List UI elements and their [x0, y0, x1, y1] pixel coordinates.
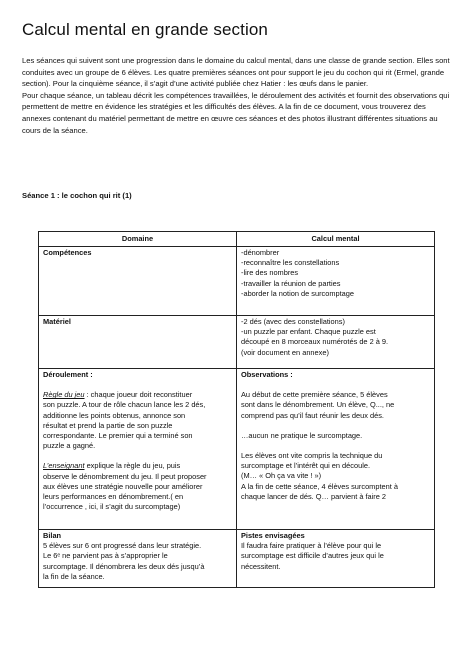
bilan-line: surcomptage. Il dénombrera les deux dés jusqu’à	[43, 561, 205, 571]
pistes-line: surcomptage est difficile d’autres jeux qui le	[241, 551, 384, 561]
observation-line: surcomptage et l’intérêt qui en découle.	[241, 461, 371, 471]
regle-line: correspondante. Le premier qui a terminé son	[43, 431, 193, 441]
pistes-line: nécessitent.	[241, 561, 281, 571]
deroulement-cell	[39, 369, 237, 530]
enseignant-line: observe le dénombrement du jeu. Il peut proposer	[43, 471, 207, 481]
competences-list	[237, 247, 435, 316]
table-row-competences	[39, 247, 435, 316]
table-row-materiel	[39, 316, 435, 369]
table-row-bilan	[39, 530, 435, 588]
table-row-deroulement	[39, 369, 435, 530]
observation-line: (M… « Oh ça va vite ! »)	[241, 471, 322, 481]
observations-label: Observations :	[241, 370, 293, 379]
observation-line: Les élèves ont vite compris la technique du	[241, 451, 383, 461]
header-domaine: Domaine	[39, 232, 237, 247]
competence-item: -aborder la notion de surcomptage	[241, 288, 354, 298]
materiel-line: -un puzzle par enfant. Chaque puzzle est	[241, 327, 376, 337]
bilan-cell	[39, 530, 237, 588]
competence-item: -lire des nombres	[241, 268, 299, 278]
regle-title: Règle du jeu	[43, 390, 85, 400]
observation-line: sont dans le dénombrement. Un élève, Q..., ne	[241, 400, 395, 410]
regle-line: son puzzle. A tour de rôle chacun lance les 2 dés,	[43, 400, 206, 410]
materiel-label-cell	[39, 316, 237, 369]
header-calcul-mental: Calcul mental	[237, 232, 435, 247]
seance-table	[38, 231, 435, 588]
regle-line: Règle du jeu : chaque joueur doit reconstituer	[43, 390, 193, 400]
bilan-line: la fin de la séance.	[43, 571, 105, 581]
observation-line: comprend pas qu’il faut réunir les deux dés.	[241, 410, 384, 420]
competence-item: -dénombrer	[241, 248, 280, 257]
enseignant-line: l’occurrence , ici, il s’agit du surcomptage)	[43, 502, 181, 512]
competence-item: -reconnaître les constellations	[241, 258, 340, 268]
bilan-label: Bilan	[43, 531, 62, 540]
intro-text	[22, 55, 454, 136]
enseignant-line: aux élèves une stratégie nouvelle pour améliorer	[43, 481, 203, 491]
materiel-label: Matériel	[43, 317, 71, 326]
regle-line: additionne les points obtenus, annonce son	[43, 410, 186, 420]
regle-line: puzzle a gagné.	[43, 441, 96, 451]
observation-line: chaque lancer de dés. Q… parvient à faire 2	[241, 491, 387, 501]
page-title: Calcul mental en grande section	[22, 20, 268, 39]
enseignant-line: leurs performances en dénombrement.( en	[43, 492, 184, 502]
pistes-label: Pistes envisagées	[241, 531, 305, 540]
deroulement-label: Déroulement :	[43, 370, 93, 379]
seance-heading: Séance 1 : le cochon qui rit (1)	[22, 191, 132, 200]
competence-item: -travailler la réunion de parties	[241, 278, 341, 288]
table-header-row	[39, 232, 435, 247]
observation-line: …aucun ne pratique le surcomptage.	[241, 430, 363, 440]
pistes-cell	[237, 530, 435, 588]
enseignant-title: L’enseignant	[43, 461, 85, 471]
intro-paragraph-1: Les séances qui suivent sont une progression dans le domaine du calcul mental, dans une classe de grande section. Elles sont conduites avec un groupe de 6 élèves. Les quatre premières séances ont pour support le jeu du cochon qui rit (Ermel, grande section). Pour la cinquième séance, il s’agit d’une activité publiée chez Hatier : les œufs dans le panier.	[22, 56, 450, 89]
materiel-line: découpé en 8 morceaux numérotés de 2 à 9.	[241, 337, 389, 347]
regle-line: résultat et prend la partie de son puzzle	[43, 420, 173, 430]
materiel-line: -2 dés (avec des constellations)	[241, 317, 345, 326]
enseignant-line: L’enseignant explique la règle du jeu, puis	[43, 461, 181, 471]
competences-label: Compétences	[43, 248, 92, 257]
observation-line: A la fin de cette séance, 4 élèves surcomptent à	[241, 481, 398, 491]
intro-paragraph-2: Pour chaque séance, un tableau décrit les compétences travaillées, le déroulement des activités et fournit des observations qui permettent de mettre en évidence les stratégies et les difficultés des élèves. A la fin de ce document, vous trouverez des annexes contenant du matériel permettant de mettre en œuvre ces séances et des photos illustrant différentes situations au cours de la séance.	[22, 90, 450, 135]
materiel-content	[237, 316, 435, 369]
competences-label-cell	[39, 247, 237, 316]
materiel-line: (voir document en annexe)	[241, 347, 329, 357]
pistes-line: Il faudra faire pratiquer à l’élève pour qui le	[241, 541, 382, 551]
bilan-line: 5 élèves sur 6 ont progressé dans leur stratégie.	[43, 541, 202, 551]
bilan-line: Le 6ᵉ ne parvient pas à s’approprier le	[43, 551, 168, 561]
observation-line: Au début de cette première séance, 5 élèves	[241, 390, 388, 400]
observations-cell	[237, 369, 435, 530]
